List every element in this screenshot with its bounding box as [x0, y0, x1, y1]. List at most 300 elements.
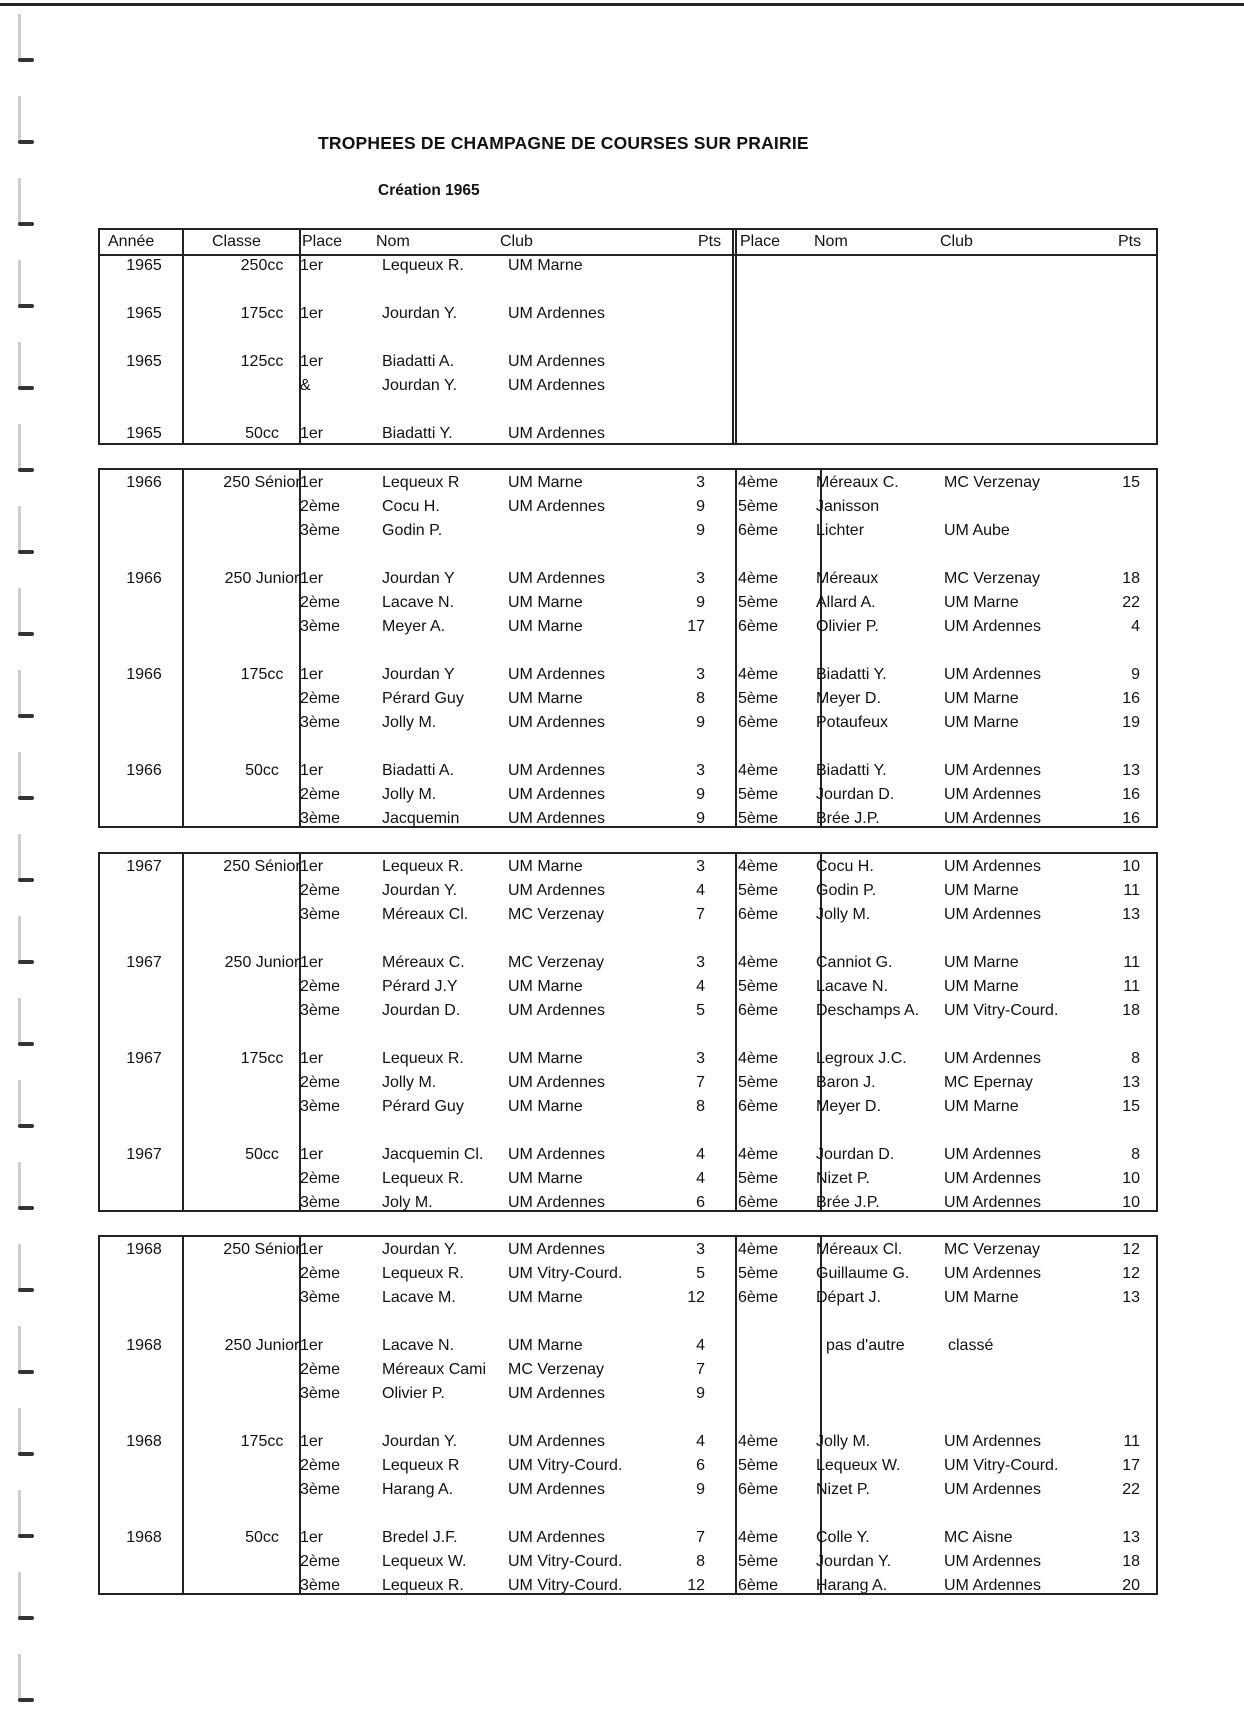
- event-year: 1965: [126, 305, 162, 322]
- place-label: 3ème: [300, 1289, 341, 1306]
- place-label: 5ème: [738, 1074, 779, 1091]
- points-value: 12: [687, 1289, 705, 1306]
- binding-ring-icon: [14, 670, 38, 720]
- place-label: 3ème: [300, 522, 341, 539]
- club-name: MC Verzenay: [944, 474, 1041, 491]
- rider-name: Jourdan D.: [816, 786, 895, 803]
- event-class: 125cc: [240, 353, 284, 370]
- event-class: 250 Sénior: [223, 858, 301, 875]
- place-label: 4ème: [738, 1146, 779, 1163]
- place-label: 6ème: [738, 1481, 779, 1498]
- place-label: 5ème: [738, 594, 779, 611]
- club-name: UM Marne: [508, 1170, 583, 1187]
- rider-name: Méreaux C.: [382, 954, 465, 971]
- place-label: 2ème: [300, 1553, 341, 1570]
- points-value: 13: [1122, 1289, 1140, 1306]
- points-value: 16: [1122, 786, 1140, 803]
- place-label: 5ème: [738, 810, 779, 827]
- column-header: Année: [108, 233, 155, 250]
- club-name: UM Ardennes: [508, 882, 605, 899]
- event-class: 175cc: [240, 666, 284, 683]
- column-rule: [735, 1237, 737, 1593]
- club-name: UM Ardennes: [508, 1146, 605, 1163]
- place-label: 3ème: [300, 810, 341, 827]
- column-header: Classe: [212, 233, 261, 250]
- points-value: 9: [696, 594, 705, 611]
- place-label: 3ème: [300, 1577, 341, 1594]
- points-value: 4: [696, 1146, 705, 1163]
- column-header: Club: [940, 233, 973, 250]
- points-value: 5: [696, 1265, 705, 1282]
- rider-name: Lequeux R.: [382, 257, 464, 274]
- club-name: MC Verzenay: [944, 1241, 1041, 1258]
- place-label: 1er: [300, 666, 324, 683]
- points-value: 11: [1123, 978, 1140, 995]
- club-name: UM Ardennes: [508, 1074, 605, 1091]
- column-rule: [182, 854, 184, 1210]
- results-block: [98, 1235, 1158, 1595]
- club-name: UM Ardennes: [944, 786, 1041, 803]
- event-class: 175cc: [240, 1050, 284, 1067]
- points-value: 13: [1122, 906, 1140, 923]
- rider-name: Biadatti A.: [382, 762, 455, 779]
- rider-name: Pérard Guy: [382, 690, 464, 707]
- points-value: 22: [1122, 1481, 1140, 1498]
- points-value: 3: [696, 1050, 705, 1067]
- binding-ring-icon: [14, 506, 38, 556]
- binding-ring-icon: [14, 1162, 38, 1212]
- event-class: 50cc: [245, 1146, 279, 1163]
- event-class: 50cc: [245, 762, 279, 779]
- event-year: 1967: [126, 954, 162, 971]
- rider-name: Jacquemin Cl.: [382, 1146, 484, 1163]
- club-name: UM Marne: [944, 954, 1019, 971]
- place-label: 5ème: [738, 1170, 779, 1187]
- place-label: 2ème: [300, 690, 341, 707]
- points-value: 19: [1122, 714, 1140, 731]
- rider-name: Deschamps A.: [816, 1002, 920, 1019]
- club-name: UM Ardennes: [944, 1265, 1041, 1282]
- points-value: 9: [696, 714, 705, 731]
- place-label: 2ème: [300, 1361, 341, 1378]
- points-value: 7: [696, 1074, 705, 1091]
- place-label: 3ème: [300, 618, 341, 635]
- event-year: 1967: [126, 1146, 162, 1163]
- club-name: UM Ardennes: [508, 425, 605, 442]
- rider-name: Harang A.: [816, 1577, 888, 1594]
- points-value: 9: [696, 786, 705, 803]
- rider-name: Jourdan Y.: [382, 305, 458, 322]
- place-label: 5ème: [738, 1265, 779, 1282]
- place-label: 6ème: [738, 906, 779, 923]
- event-class: 50cc: [245, 425, 279, 442]
- place-label: 4ème: [738, 858, 779, 875]
- rider-name: Lacave N.: [816, 978, 889, 995]
- club-name: UM Ardennes: [508, 810, 605, 827]
- rider-name: Harang A.: [382, 1481, 454, 1498]
- place-label: 4ème: [738, 1050, 779, 1067]
- club-name: UM Ardennes: [944, 810, 1041, 827]
- place-label: 3ème: [300, 1385, 341, 1402]
- event-class: 250 Junior: [224, 1337, 300, 1354]
- club-name: UM Vitry-Courd.: [944, 1002, 1059, 1019]
- place-label: 4ème: [738, 1529, 779, 1546]
- club-name: MC Verzenay: [944, 570, 1041, 587]
- points-value: 9: [1131, 666, 1140, 683]
- points-value: 18: [1122, 570, 1140, 587]
- binding-ring-icon: [14, 1490, 38, 1540]
- points-value: 3: [696, 666, 705, 683]
- rider-name: Jolly M.: [816, 906, 871, 923]
- points-value: 12: [687, 1577, 705, 1594]
- note-text: pas d'autre: [826, 1337, 905, 1354]
- points-value: 10: [1122, 1194, 1140, 1211]
- club-name: MC Verzenay: [508, 1361, 605, 1378]
- event-class: 50cc: [245, 1529, 279, 1546]
- rider-name: Nizet P.: [816, 1170, 870, 1187]
- club-name: MC Epernay: [944, 1074, 1033, 1091]
- place-label: 4ème: [738, 762, 779, 779]
- club-name: UM Marne: [508, 1098, 583, 1115]
- column-rule: [182, 470, 184, 826]
- place-label: 1er: [300, 305, 324, 322]
- event-class: 175cc: [240, 305, 284, 322]
- points-value: 3: [696, 954, 705, 971]
- binding-ring-icon: [14, 752, 38, 802]
- place-label: 6ème: [738, 618, 779, 635]
- rider-name: Olivier P.: [816, 618, 879, 635]
- points-value: 9: [696, 1385, 705, 1402]
- place-label: 1er: [300, 1241, 324, 1258]
- rider-name: Cocu H.: [382, 498, 440, 515]
- club-name: UM Marne: [944, 978, 1019, 995]
- rider-name: Jourdan Y: [382, 666, 455, 683]
- club-name: UM Ardennes: [508, 1002, 605, 1019]
- binding-ring-icon: [14, 178, 38, 228]
- rider-name: Potaufeux: [816, 714, 889, 731]
- points-value: 4: [696, 978, 705, 995]
- club-name: UM Ardennes: [508, 1433, 605, 1450]
- rider-name: Godin P.: [382, 522, 443, 539]
- rider-name: Lequeux R.: [382, 1170, 464, 1187]
- club-name: UM Ardennes: [944, 1170, 1041, 1187]
- rider-name: Jolly M.: [382, 714, 437, 731]
- event-year: 1965: [126, 257, 162, 274]
- points-value: 4: [696, 1170, 705, 1187]
- points-value: 22: [1122, 594, 1140, 611]
- rider-name: Lacave N.: [382, 1337, 455, 1354]
- club-name: MC Aisne: [944, 1529, 1013, 1546]
- rider-name: Méreaux: [816, 570, 879, 587]
- points-value: 9: [696, 522, 705, 539]
- binding-ring-icon: [14, 916, 38, 966]
- points-value: 8: [696, 690, 705, 707]
- club-name: UM Ardennes: [944, 906, 1041, 923]
- rider-name: Jolly M.: [382, 786, 437, 803]
- place-label: 3ème: [300, 1194, 341, 1211]
- place-label: 3ème: [300, 906, 341, 923]
- rider-name: Lequeux R: [382, 474, 460, 491]
- club-name: UM Ardennes: [508, 1385, 605, 1402]
- rider-name: Jacquemin: [382, 810, 460, 827]
- club-name: UM Ardennes: [508, 305, 605, 322]
- club-name: UM Marne: [508, 594, 583, 611]
- points-value: 9: [696, 1481, 705, 1498]
- points-value: 6: [696, 1194, 705, 1211]
- rider-name: Nizet P.: [816, 1481, 870, 1498]
- place-label: 2ème: [300, 1074, 341, 1091]
- rider-name: Lequeux R.: [382, 1577, 464, 1594]
- place-label: 4ème: [738, 474, 779, 491]
- club-name: UM Ardennes: [944, 762, 1041, 779]
- club-name: UM Ardennes: [508, 666, 605, 683]
- header-rule: [100, 254, 1156, 256]
- rider-name: Jourdan Y.: [382, 1241, 458, 1258]
- place-label: 2ème: [300, 498, 341, 515]
- rider-name: Brée J.P.: [816, 810, 880, 827]
- binding-ring-icon: [14, 1654, 38, 1704]
- club-name: UM Marne: [508, 474, 583, 491]
- event-class: 250 Junior: [224, 570, 300, 587]
- points-value: 3: [696, 858, 705, 875]
- points-value: 13: [1122, 762, 1140, 779]
- rider-name: Canniot G.: [816, 954, 893, 971]
- event-year: 1968: [126, 1241, 162, 1258]
- column-header: Place: [302, 233, 343, 250]
- club-name: MC Verzenay: [508, 954, 605, 971]
- points-value: 13: [1122, 1529, 1140, 1546]
- place-label: 5ème: [738, 978, 779, 995]
- rider-name: Brée J.P.: [816, 1194, 880, 1211]
- rider-name: Meyer D.: [816, 1098, 881, 1115]
- rider-name: Jourdan Y.: [382, 1433, 458, 1450]
- club-name: UM Ardennes: [508, 714, 605, 731]
- rider-name: Janisson: [816, 498, 880, 515]
- club-name: UM Ardennes: [944, 1194, 1041, 1211]
- points-value: 6: [696, 1457, 705, 1474]
- place-label: 6ème: [738, 1002, 779, 1019]
- points-value: 4: [696, 1433, 705, 1450]
- rider-name: Guillaume G.: [816, 1265, 910, 1282]
- rider-name: Départ J.: [816, 1289, 881, 1306]
- club-name: UM Ardennes: [508, 762, 605, 779]
- event-class: 250 Sénior: [223, 474, 301, 491]
- column-rule: [735, 230, 737, 443]
- spiral-binding-icon: [14, 0, 38, 1716]
- rider-name: Cocu H.: [816, 858, 874, 875]
- column-rule: [732, 230, 734, 443]
- place-label: 4ème: [738, 1241, 779, 1258]
- points-value: 13: [1122, 1074, 1140, 1091]
- binding-ring-icon: [14, 1408, 38, 1458]
- club-name: UM Vitry-Courd.: [508, 1457, 623, 1474]
- rider-name: Jourdan Y.: [382, 882, 458, 899]
- club-name: UM Marne: [944, 714, 1019, 731]
- binding-ring-icon: [14, 260, 38, 310]
- column-header: Nom: [376, 233, 410, 250]
- rider-name: Pérard Guy: [382, 1098, 464, 1115]
- rider-name: Lacave M.: [382, 1289, 456, 1306]
- club-name: UM Marne: [508, 978, 583, 995]
- rider-name: Lequeux R.: [382, 858, 464, 875]
- place-label: 1er: [300, 1146, 324, 1163]
- club-name: UM Ardennes: [944, 1577, 1041, 1594]
- binding-ring-icon: [14, 14, 38, 64]
- club-name: UM Ardennes: [508, 498, 605, 515]
- club-name: UM Ardennes: [944, 1146, 1041, 1163]
- event-year: 1966: [126, 666, 162, 683]
- event-class: 250 Sénior: [223, 1241, 301, 1258]
- club-name: UM Marne: [508, 690, 583, 707]
- place-label: 4ème: [738, 570, 779, 587]
- note-text: classé: [948, 1337, 994, 1354]
- place-label: &: [300, 377, 311, 394]
- place-label: 3ème: [300, 714, 341, 731]
- binding-ring-icon: [14, 424, 38, 474]
- club-name: UM Marne: [508, 858, 583, 875]
- club-name: MC Verzenay: [508, 906, 605, 923]
- club-name: UM Vitry-Courd.: [508, 1553, 623, 1570]
- event-year: 1968: [126, 1433, 162, 1450]
- points-value: 16: [1122, 690, 1140, 707]
- points-value: 8: [696, 1553, 705, 1570]
- place-label: 2ème: [300, 594, 341, 611]
- place-label: 1er: [300, 1050, 324, 1067]
- place-label: 6ème: [738, 1194, 779, 1211]
- results-block: [98, 852, 1158, 1212]
- place-label: 1er: [300, 474, 324, 491]
- place-label: 2ème: [300, 1457, 341, 1474]
- event-year: 1965: [126, 353, 162, 370]
- rider-name: Pérard J.Y: [382, 978, 458, 995]
- rider-name: Méreaux Cami: [382, 1361, 487, 1378]
- place-label: 1er: [300, 858, 324, 875]
- points-value: 9: [696, 498, 705, 515]
- points-value: 18: [1122, 1553, 1140, 1570]
- points-value: 3: [696, 762, 705, 779]
- rider-name: Jourdan D.: [382, 1002, 461, 1019]
- top-rule: [0, 3, 1244, 6]
- place-label: 3ème: [300, 1481, 341, 1498]
- event-year: 1967: [126, 858, 162, 875]
- club-name: UM Aube: [944, 522, 1010, 539]
- club-name: UM Ardennes: [944, 618, 1041, 635]
- binding-ring-icon: [14, 1572, 38, 1622]
- event-class: 250cc: [240, 257, 284, 274]
- club-name: UM Vitry-Courd.: [944, 1457, 1059, 1474]
- points-value: 10: [1122, 858, 1140, 875]
- club-name: UM Ardennes: [944, 666, 1041, 683]
- place-label: 2ème: [300, 882, 341, 899]
- event-year: 1968: [126, 1529, 162, 1546]
- rider-name: Jourdan Y.: [382, 377, 458, 394]
- club-name: UM Ardennes: [508, 1194, 605, 1211]
- binding-ring-icon: [14, 1326, 38, 1376]
- points-value: 7: [696, 1529, 705, 1546]
- club-name: UM Ardennes: [944, 1050, 1041, 1067]
- club-name: UM Ardennes: [508, 570, 605, 587]
- club-name: UM Vitry-Courd.: [508, 1577, 623, 1594]
- club-name: UM Ardennes: [508, 1241, 605, 1258]
- rider-name: Biadatti Y.: [816, 666, 887, 683]
- column-rule: [182, 1237, 184, 1593]
- place-label: 6ème: [738, 1577, 779, 1594]
- binding-ring-icon: [14, 342, 38, 392]
- place-label: 3ème: [300, 1098, 341, 1115]
- rider-name: Jourdan D.: [816, 1146, 895, 1163]
- points-value: 15: [1122, 474, 1140, 491]
- place-label: 1er: [300, 570, 324, 587]
- points-value: 12: [1122, 1241, 1140, 1258]
- column-header: Pts: [1118, 233, 1142, 250]
- rider-name: Méreaux Cl.: [816, 1241, 903, 1258]
- club-name: UM Ardennes: [944, 1433, 1041, 1450]
- rider-name: Colle Y.: [816, 1529, 870, 1546]
- place-label: 1er: [300, 1337, 324, 1354]
- rider-name: Jourdan Y.: [816, 1553, 892, 1570]
- rider-name: Biadatti A.: [382, 353, 455, 370]
- rider-name: Legroux J.C.: [816, 1050, 907, 1067]
- points-value: 7: [696, 1361, 705, 1378]
- rider-name: Bredel J.F.: [382, 1529, 458, 1546]
- page-subtitle: Création 1965: [378, 182, 480, 199]
- place-label: 4ème: [738, 666, 779, 683]
- binding-ring-icon: [14, 998, 38, 1048]
- club-name: UM Ardennes: [508, 377, 605, 394]
- place-label: 2ème: [300, 1170, 341, 1187]
- rider-name: Lequeux R.: [382, 1265, 464, 1282]
- club-name: UM Marne: [944, 882, 1019, 899]
- place-label: 2ème: [300, 1265, 341, 1282]
- place-label: 4ème: [738, 1433, 779, 1450]
- rider-name: Méreaux C.: [816, 474, 899, 491]
- club-name: UM Marne: [508, 1050, 583, 1067]
- rider-name: Lichter: [816, 522, 865, 539]
- place-label: 5ème: [738, 690, 779, 707]
- place-label: 1er: [300, 353, 324, 370]
- rider-name: Meyer D.: [816, 690, 881, 707]
- results-block: [98, 468, 1158, 828]
- points-value: 10: [1122, 1170, 1140, 1187]
- rider-name: Méreaux Cl.: [382, 906, 469, 923]
- points-value: 11: [1123, 882, 1140, 899]
- page-title: TROPHEES DE CHAMPAGNE DE COURSES SUR PRAIRIE: [318, 133, 809, 153]
- points-value: 4: [1131, 618, 1140, 635]
- points-value: 3: [696, 570, 705, 587]
- place-label: 1er: [300, 954, 324, 971]
- rider-name: Biadatti Y.: [816, 762, 887, 779]
- points-value: 4: [696, 1337, 705, 1354]
- club-name: UM Vitry-Courd.: [508, 1265, 623, 1282]
- place-label: 5ème: [738, 882, 779, 899]
- points-value: 3: [696, 474, 705, 491]
- place-label: 2ème: [300, 978, 341, 995]
- column-header: Nom: [814, 233, 848, 250]
- points-value: 12: [1122, 1265, 1140, 1282]
- event-class: 250 Junior: [224, 954, 300, 971]
- club-name: UM Marne: [508, 618, 583, 635]
- club-name: UM Marne: [944, 690, 1019, 707]
- points-value: 11: [1123, 1433, 1140, 1450]
- rider-name: Lacave N.: [382, 594, 455, 611]
- event-year: 1966: [126, 570, 162, 587]
- club-name: UM Marne: [508, 1337, 583, 1354]
- rider-name: Jourdan Y: [382, 570, 455, 587]
- points-value: 7: [696, 906, 705, 923]
- place-label: 6ème: [738, 522, 779, 539]
- club-name: UM Ardennes: [944, 858, 1041, 875]
- club-name: UM Marne: [944, 1098, 1019, 1115]
